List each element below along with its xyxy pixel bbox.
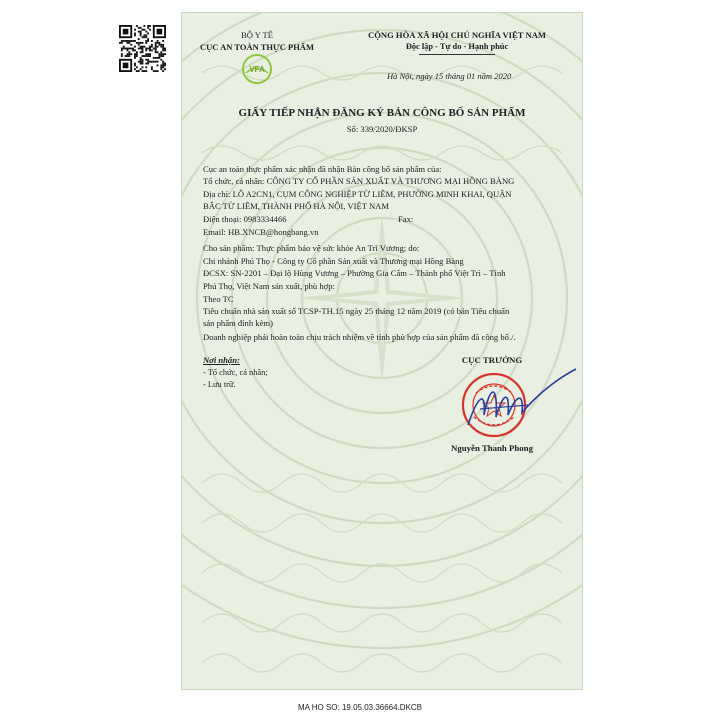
ministry-name: BỘ Y TẾ (241, 30, 273, 40)
signature-icon (458, 365, 578, 435)
issue-date: Hà Nội, ngày 15 tháng 01 năm 2020 (387, 71, 512, 81)
nation-name: CỘNG HÒA XÃ HỘI CHỦ NGHĨA VIỆT NAM (367, 30, 547, 40)
recipients-heading: Nơi nhận: (203, 355, 240, 365)
body-line-10: Phú Thọ, Việt Nam sản xuất, phù hợp: (203, 281, 335, 291)
qr-code (119, 25, 166, 72)
document-title: GIẤY TIẾP NHẬN ĐĂNG KÝ BẢN CÔNG BỐ SẢN PHẨM (238, 107, 526, 119)
signer-title: CỤC TRƯỞNG (461, 355, 523, 365)
body-line-4: BẮC TỪ LIÊM, THÀNH PHỐ HÀ NỘI, VIỆT NAM (203, 201, 390, 211)
body-line-14: Doanh nghiệp phải hoàn toàn chịu trách nhiệm về tính phù hợp của sản phẩm đã công bố./. (203, 332, 516, 342)
signer-name: Nguyễn Thanh Phong (451, 443, 533, 453)
body-line-8: Chi nhánh Phú Thọ - Công ty Cổ phần Sản xuất và Thương mại Hồng Bàng (203, 256, 464, 266)
body-line-13: sản phẩm đính kèm) (203, 318, 273, 328)
qr-code-icon (119, 25, 166, 72)
body-line-2: Tổ chức, cá nhân: CÔNG TY CỔ PHẦN SẢN XUẤT VÀ THƯƠNG MẠI HỒNG BÀNG (203, 176, 515, 186)
recipient-item: - Lưu trữ. (203, 380, 236, 389)
motto-underline (419, 54, 495, 55)
phone: Điện thoại: 0983334466 (203, 214, 287, 224)
recipient-item: - Tổ chức, cá nhân; (203, 368, 268, 377)
dossier-code: MA HO SO: 19.05.03.36664.DKCB (297, 703, 423, 712)
body-line-7: Cho sản phẩm: Thực phẩm bảo vệ sức khỏe An Trĩ Vương; do: (203, 243, 420, 253)
body-line-1: Cục an toàn thực phẩm xác nhận đã nhận Bản công bố sản phẩm của: (203, 164, 442, 174)
body-line-3: Địa chỉ: LÔ A2CN1, CỤM CÔNG NGHIỆP TỪ LIÊM, PHƯỜNG MINH KHAI, QUẬN (203, 189, 512, 199)
motto: Độc lập - Tự do - Hạnh phúc (405, 42, 509, 51)
fax: Fax: (398, 214, 414, 224)
vfa-logo-text: VFA (249, 65, 265, 74)
department-name: CỤC AN TOÀN THỰC PHẨM (200, 42, 314, 52)
email: Email: HB.XNCB@hongbang.vn (203, 227, 319, 237)
registration-number: Số: 339/2020/ĐKSP (346, 124, 418, 134)
body-line-11: Theo TC (203, 294, 234, 304)
handwritten-signature (458, 365, 578, 435)
certificate (181, 12, 583, 690)
body-line-9: ĐCSX: SN-2201 – Đại lộ Hùng Vương – Phường Gia Cẩm – Thành phố Việt Trì – Tỉnh (203, 268, 506, 278)
vfa-logo (242, 54, 272, 84)
body-line-12: Tiêu chuẩn nhà sản xuất số TCSP-TH.15 ngày 25 tháng 12 năm 2019 (có bản Tiêu chuẩn (203, 306, 510, 316)
vfa-logo-icon (242, 54, 272, 84)
